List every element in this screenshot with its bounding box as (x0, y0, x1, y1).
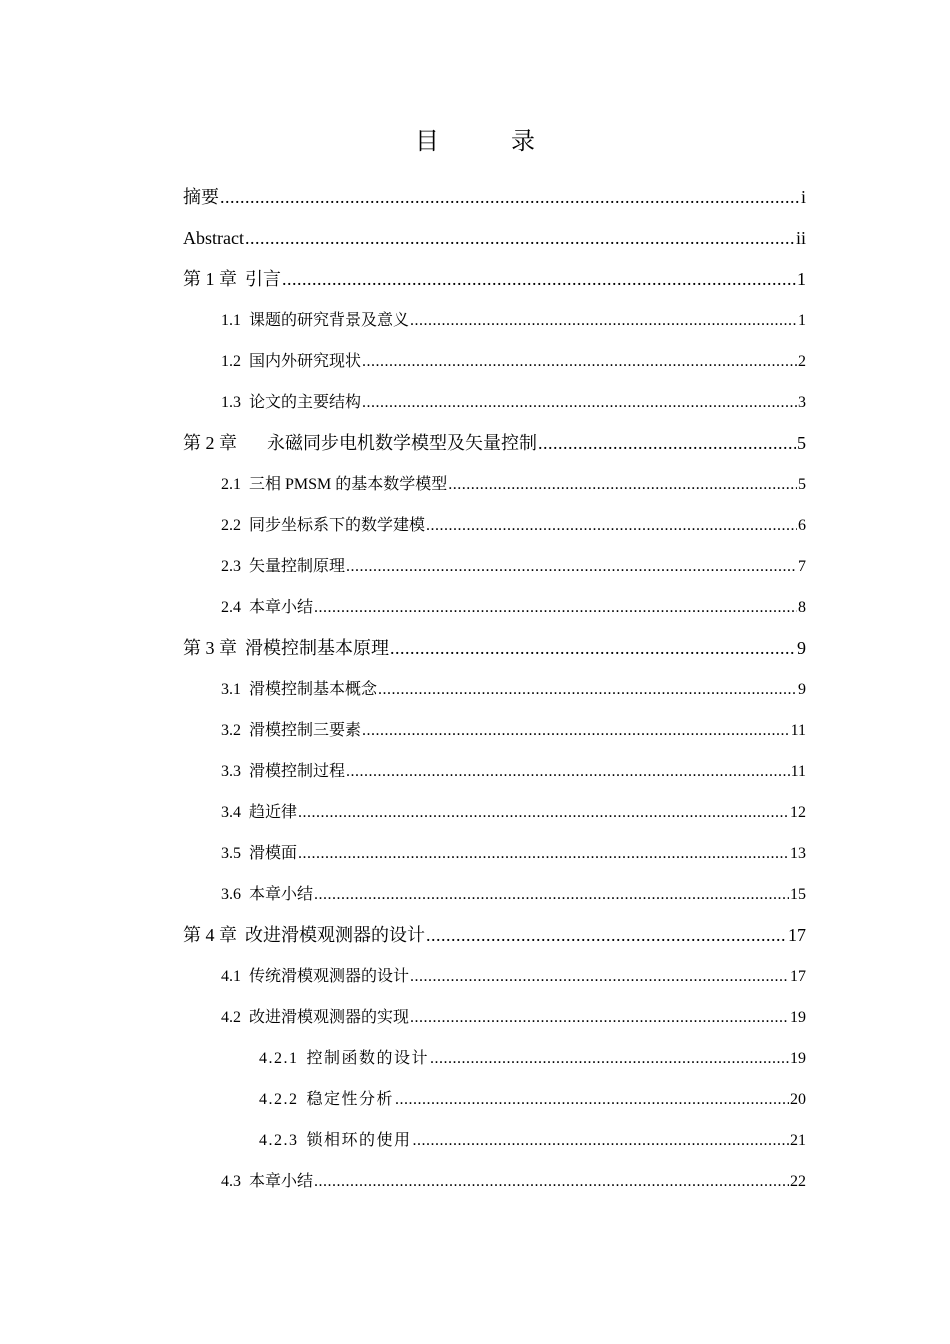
toc-dot-leader (410, 300, 797, 341)
toc-entry-label: 永磁同步电机数学模型及矢量控制 (267, 433, 537, 453)
toc-entry-number: 4.2.2 (259, 1091, 299, 1108)
toc-entry-label: 摘要 (183, 187, 219, 207)
toc-page-number: 19 (790, 1009, 806, 1026)
toc-entry-label: 滑模面 (249, 845, 298, 862)
toc-entry-text (221, 587, 313, 628)
toc-page-number: 11 (790, 722, 806, 739)
toc-entry-text (183, 177, 219, 218)
toc-page-number: 21 (790, 1132, 806, 1149)
toc-entry[interactable] (183, 587, 806, 628)
toc-dot-leader (282, 259, 796, 300)
toc-entry-number: 3.6 (221, 886, 241, 903)
toc-entry[interactable] (183, 751, 806, 792)
toc-entry-label: 控制函数的设计 (306, 1050, 430, 1067)
toc-entry-number: 2.2 (221, 517, 241, 534)
toc-entry[interactable] (183, 956, 806, 997)
toc-entry-number: 1.1 (221, 312, 241, 329)
toc-entry-label: 课题的研究背景及意义 (249, 312, 410, 329)
toc-entry-label: 滑模控制过程 (249, 763, 346, 780)
toc-entry-text (221, 792, 297, 833)
toc-entry[interactable] (183, 423, 806, 464)
toc-entry-number: 第 2 章 (183, 433, 237, 453)
toc-entry-label: 趋近律 (249, 804, 298, 821)
toc-entry-text (221, 464, 447, 505)
toc-dot-leader (430, 1038, 789, 1079)
toc-entry-label: 滑模控制基本原理 (245, 638, 389, 658)
toc-entry-number: 4.1 (221, 968, 241, 985)
toc-page-number: 17 (790, 968, 806, 985)
toc-entry-text (221, 997, 409, 1038)
toc-page-number: 13 (790, 845, 806, 862)
toc-entry[interactable] (183, 505, 806, 546)
toc-entry-number: 2.3 (221, 558, 241, 575)
toc-entry-label: 改进滑模观测器的设计 (245, 925, 425, 945)
toc-page-number: 22 (790, 1173, 806, 1190)
toc-entry-text (259, 1120, 412, 1161)
toc-page-number: 2 (798, 353, 806, 370)
toc-dot-leader (346, 751, 790, 792)
toc-entry-text (221, 710, 361, 751)
toc-dot-leader (314, 587, 797, 628)
toc-entry-label: 同步坐标系下的数学建模 (249, 517, 426, 534)
toc-page-number: 1 (797, 269, 806, 289)
toc-entry-text (221, 546, 345, 587)
toc-entry[interactable] (183, 874, 806, 915)
toc-dot-leader (220, 177, 800, 218)
toc-entry[interactable] (183, 464, 806, 505)
toc-entry-label: 改进滑模观测器的实现 (249, 1009, 410, 1026)
toc-entry[interactable] (183, 833, 806, 874)
toc-entry-number: 第 4 章 (183, 925, 237, 945)
toc-dot-leader (410, 997, 789, 1038)
toc-entry[interactable] (183, 218, 806, 259)
toc-entry[interactable] (183, 997, 806, 1038)
toc-entry[interactable] (183, 341, 806, 382)
toc-dot-leader (362, 341, 797, 382)
toc-page-number: i (800, 187, 806, 207)
toc-dot-leader (298, 833, 789, 874)
toc-entry-label: 矢量控制原理 (249, 558, 346, 575)
toc-entry[interactable] (183, 710, 806, 751)
toc-entry-text (221, 669, 377, 710)
toc-entry-label: 国内外研究现状 (249, 353, 362, 370)
toc-dot-leader (448, 464, 797, 505)
toc-entry-text (221, 341, 361, 382)
toc-entry-text (259, 1079, 394, 1120)
toc-entry-label: 论文的主要结构 (249, 394, 362, 411)
toc-entry-number: 4.3 (221, 1173, 241, 1190)
toc-entry-text (259, 1038, 429, 1079)
toc-entry[interactable] (183, 915, 806, 956)
toc-page-number: ii (795, 228, 806, 248)
toc-page-number: 6 (798, 517, 806, 534)
toc-entry-text (221, 751, 345, 792)
toc-entry[interactable] (183, 1079, 806, 1120)
toc-entry-text (183, 628, 389, 669)
toc-entry-label: 本章小结 (249, 599, 314, 616)
toc-entry-number: 3.3 (221, 763, 241, 780)
toc-dot-leader (395, 1079, 789, 1120)
toc-entry[interactable] (183, 628, 806, 669)
toc-entry-number: 3.1 (221, 681, 241, 698)
toc-dot-leader (410, 956, 789, 997)
toc-entry-text (183, 915, 425, 956)
toc-dot-leader (538, 423, 796, 464)
toc-entry-text (221, 833, 297, 874)
toc-dot-leader (314, 874, 789, 915)
toc-page-number: 1 (798, 312, 806, 329)
toc-entry-number: 第 1 章 (183, 269, 237, 289)
toc-entry[interactable] (183, 300, 806, 341)
toc-entry-number: 3.4 (221, 804, 241, 821)
toc-list (183, 177, 806, 1202)
toc-page-number: 15 (790, 886, 806, 903)
toc-page-number: 12 (790, 804, 806, 821)
toc-page-number: 17 (788, 925, 806, 945)
toc-entry-text (221, 505, 425, 546)
toc-entry-number: 1.3 (221, 394, 241, 411)
toc-entry-label: 锁相环的使用 (306, 1132, 412, 1149)
toc-entry-text (183, 423, 537, 464)
toc-page-number: 7 (798, 558, 806, 575)
toc-entry[interactable] (183, 177, 806, 218)
toc-entry-label: 稳定性分析 (306, 1091, 395, 1108)
toc-page-number: 9 (797, 638, 806, 658)
toc-entry-label: 传统滑模观测器的设计 (249, 968, 410, 985)
toc-entry-number: 第 3 章 (183, 638, 237, 658)
toc-entry-text (221, 1161, 313, 1202)
toc-entry-number: 1.2 (221, 353, 241, 370)
toc-entry-number: 4.2.1 (259, 1050, 299, 1067)
toc-dot-leader (298, 792, 789, 833)
toc-dot-leader (346, 546, 797, 587)
toc-entry-label: 本章小结 (249, 886, 314, 903)
toc-entry-label: 滑模控制基本概念 (249, 681, 378, 698)
toc-entry-text (221, 874, 313, 915)
toc-dot-leader (362, 710, 790, 751)
toc-page-number: 9 (798, 681, 806, 698)
toc-dot-leader (426, 915, 787, 956)
toc-entry[interactable] (183, 382, 806, 423)
toc-entry[interactable] (183, 669, 806, 710)
toc-page-number: 19 (790, 1050, 806, 1067)
toc-entry-number: 4.2 (221, 1009, 241, 1026)
toc-page-number: 11 (790, 763, 806, 780)
toc-page-number: 3 (798, 394, 806, 411)
toc-dot-leader (314, 1161, 789, 1202)
toc-entry[interactable] (183, 1038, 806, 1079)
toc-entry-number: 4.2.3 (259, 1132, 299, 1149)
toc-entry[interactable] (183, 1161, 806, 1202)
toc-entry-text (221, 956, 409, 997)
toc-entry-label: 三相 PMSM 的基本数学模型 (249, 476, 448, 493)
toc-entry-number: 3.5 (221, 845, 241, 862)
toc-entry-text (221, 300, 409, 341)
toc-entry-text (183, 218, 244, 259)
toc-entry-number: 3.2 (221, 722, 241, 739)
toc-entry-number: 2.4 (221, 599, 241, 616)
toc-dot-leader (390, 628, 796, 669)
toc-dot-leader (362, 382, 797, 423)
page-title: 目 录 (415, 129, 559, 155)
toc-entry[interactable] (183, 546, 806, 587)
toc-entry-label: 引言 (245, 269, 281, 289)
toc-page-number: 20 (790, 1091, 806, 1108)
toc-entry[interactable] (183, 792, 806, 833)
toc-entry[interactable] (183, 1120, 806, 1161)
toc-page-number: 5 (798, 476, 806, 493)
toc-entry-text (183, 259, 281, 300)
toc-page-number: 8 (798, 599, 806, 616)
toc-entry-label: Abstract (183, 228, 244, 248)
toc-dot-leader (413, 1120, 789, 1161)
toc-page-number: 5 (797, 433, 806, 453)
toc-entry-text (221, 382, 361, 423)
toc-entry[interactable] (183, 259, 806, 300)
toc-dot-leader (426, 505, 797, 546)
toc-entry-label: 滑模控制三要素 (249, 722, 362, 739)
toc-dot-leader (378, 669, 797, 710)
toc-dot-leader (245, 218, 795, 259)
toc-entry-label: 本章小结 (249, 1173, 314, 1190)
toc-entry-number: 2.1 (221, 476, 241, 493)
